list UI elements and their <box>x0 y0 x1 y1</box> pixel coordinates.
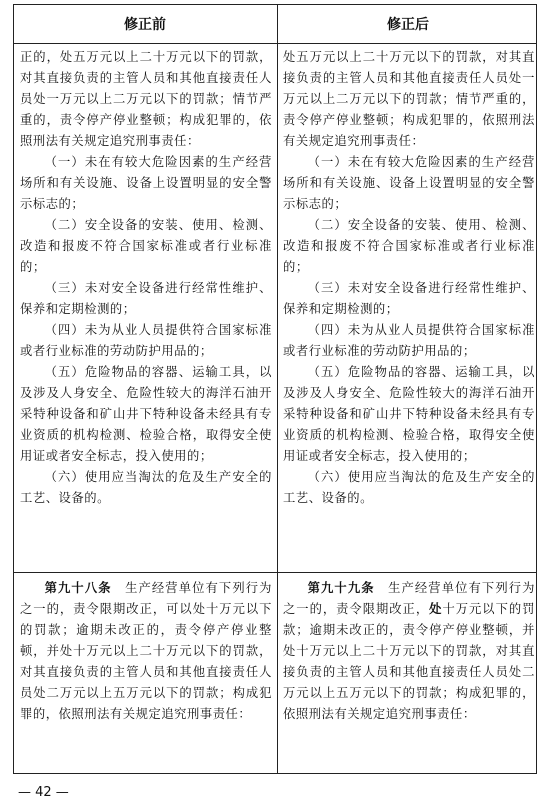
paragraph: （五）危险物品的容器、运输工具，以及涉及人身安全、危险性较大的海洋石油开采特种设备和矿山井下特种设备未经具有专业资质的机构检测、检验合格，取得安全使用证或者安全标志，投入使用的； <box>283 365 535 463</box>
header-after: 修正后 <box>387 17 429 33</box>
paragraph: （四）未为从业人员提供符合国家标准或者行业标准的劳动防护用品的； <box>283 323 535 358</box>
paragraph: （一）未在有较大危险因素的生产经营场所和有关设施、设备上设置明显的安全警示标志的； <box>20 155 272 211</box>
paragraph: （五）危险物品的容器、运输工具，以及涉及人身安全、危险性较大的海洋石油开采特种设备和矿山井下特种设备未经具有专业资质的机构检测、检验合格，取得安全使用证或者安全标志，投入使用的； <box>20 365 272 463</box>
row-divider <box>14 572 536 573</box>
paragraph: （三）未对安全设备进行经常性维护、保养和定期检测的； <box>283 281 535 316</box>
paragraph: （四）未为从业人员提供符合国家标准或者行业标准的劳动防护用品的； <box>20 323 272 358</box>
amended-text: 处 <box>429 602 443 616</box>
paragraph: （一）未在有较大危险因素的生产经营场所和有关设施、设备上设置明显的安全警示标志的； <box>283 155 535 211</box>
header-before: 修正前 <box>124 17 166 33</box>
comparison-table <box>13 4 537 774</box>
paragraph: （二）安全设备的安装、使用、检测、改造和报废不符合国家标准或者行业标准的； <box>283 218 535 274</box>
paragraph: （六）使用应当淘汰的危及生产安全的工艺、设备的。 <box>20 470 272 505</box>
article-text: 生产经营单位有下列行为之一的，责令限期改正， <box>283 581 535 616</box>
paragraph: （六）使用应当淘汰的危及生产安全的工艺、设备的。 <box>283 470 535 505</box>
article-text: 生产经营单位有下列行为之一的，责令限期改正，可以处十万元以下的罚款；逾期未改正的，责令停产停业整顿，并处十万元以上二十万元以下的罚款，对其直接负责的主管人员和其他直接责任人员处二万元以上五万元以下的罚款；构成犯罪的，依照刑法有关规定追究刑事责任： <box>20 581 272 721</box>
article-number: 第九十八条 <box>44 581 112 595</box>
lower-left-cell <box>20 578 272 725</box>
article-number: 第九十九条 <box>307 581 375 595</box>
column-divider <box>277 5 278 773</box>
upper-left-cell <box>20 47 272 509</box>
header-divider <box>14 43 536 44</box>
page-number: — 42 — <box>18 785 69 800</box>
upper-right-cell <box>283 47 535 509</box>
lower-right-cell <box>283 578 535 725</box>
paragraph: （二）安全设备的安装、使用、检测、改造和报废不符合国家标准或者行业标准的； <box>20 218 272 274</box>
article-text: 十万元以下的罚款；逾期未改正的，责令停产停业整顿，并处十万元以上二十万元以下的罚款，对其直接负责的主管人员和其他直接责任人员处二万元以上五万元以下的罚款；构成犯罪的，依照刑法有关规定追究刑事责任： <box>283 602 535 721</box>
paragraph: 正的，处五万元以上二十万元以下的罚款，对其直接负责的主管人员和其他直接责任人员处一万元以上二万元以下的罚款；情节严重的，责令停产停业整顿；构成犯罪的，依照刑法有关规定追究刑事责任： <box>20 50 272 148</box>
paragraph: 处五万元以上二十万元以下的罚款，对其直接负责的主管人员和其他直接责任人员处一万元以上二万元以下的罚款；情节严重的，责令停产停业整顿；构成犯罪的，依照刑法有关规定追究刑事责任： <box>283 50 535 148</box>
paragraph: （三）未对安全设备进行经常性维护、保养和定期检测的； <box>20 281 272 316</box>
